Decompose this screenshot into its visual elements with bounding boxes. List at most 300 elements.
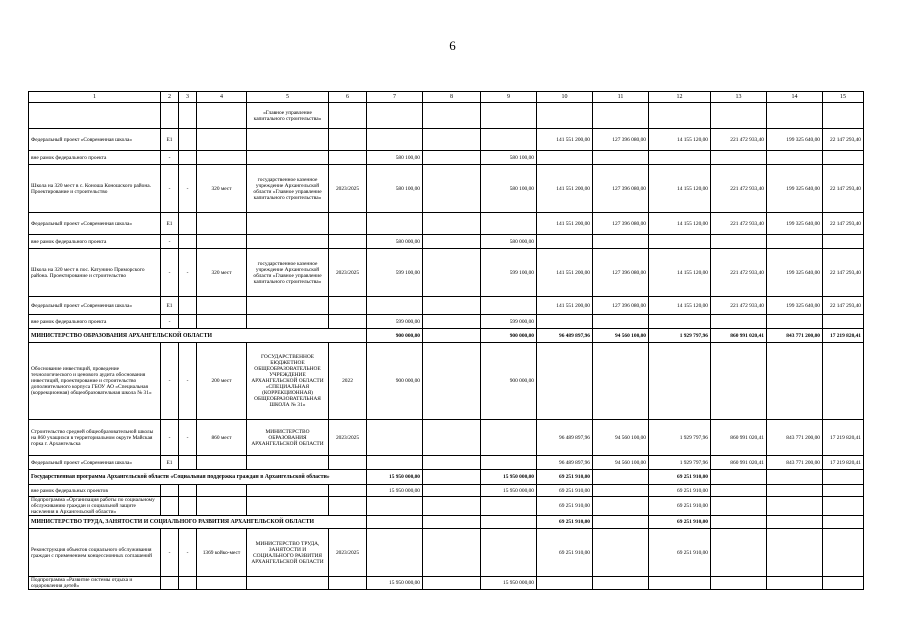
cell-c11: 94 560 100,00 xyxy=(593,420,649,456)
cell-c4 xyxy=(197,103,247,129)
cell-c2: - xyxy=(161,165,179,213)
cell-c11 xyxy=(593,485,649,497)
cell-c6 xyxy=(329,297,367,315)
cell-c9 xyxy=(481,456,537,470)
cell-c8 xyxy=(423,470,481,485)
cell-c11 xyxy=(593,235,649,249)
col-header: 1 xyxy=(29,92,161,103)
cell-c8 xyxy=(423,516,481,529)
cell-c13: 860 991 020,41 xyxy=(711,456,767,470)
cell-c13: 221 472 933,40 xyxy=(711,165,767,213)
cell-c5 xyxy=(247,577,329,590)
table-row xyxy=(29,103,864,129)
cell-c12: 1 929 797,96 xyxy=(649,420,711,456)
cell-c1: Реконструкция объектов социального обслуживания граждан с применением концессионных соглашений xyxy=(29,529,161,577)
header-row xyxy=(29,92,864,103)
cell-c1: вне рамок федеральных проектов xyxy=(29,485,161,497)
cell-c6 xyxy=(329,577,367,590)
cell-c8 xyxy=(423,577,481,590)
cell-c13: 221 472 933,40 xyxy=(711,249,767,297)
cell-c15: 17 219 820,41 xyxy=(823,329,864,343)
cell-c14 xyxy=(767,529,823,577)
section-title: Государственная программа Архангельской области «Социальная поддержка граждан в Архангельской области» xyxy=(29,470,367,485)
cell-c14 xyxy=(767,343,823,420)
table-row xyxy=(29,577,864,590)
cell-c12: 14 155 120,00 xyxy=(649,213,711,235)
cell-c6: 2022 xyxy=(329,343,367,420)
cell-c15: 17 219 820,41 xyxy=(823,420,864,456)
cell-c11: 127 396 080,00 xyxy=(593,297,649,315)
cell-c11: 94 560 100,00 xyxy=(593,329,649,343)
cell-c10: 96 489 897,96 xyxy=(537,329,593,343)
cell-c3: - xyxy=(179,249,197,297)
cell-c15: 22 147 293,40 xyxy=(823,249,864,297)
cell-c3 xyxy=(179,151,197,165)
cell-c8 xyxy=(423,420,481,456)
cell-c9: 900 000,00 xyxy=(481,329,537,343)
cell-c9: 580 000,00 xyxy=(481,235,537,249)
col-header: 7 xyxy=(367,92,423,103)
cell-c1: вне рамок федерального проекта xyxy=(29,315,161,329)
cell-c4 xyxy=(197,213,247,235)
cell-c10: 141 551 200,00 xyxy=(537,297,593,315)
cell-c5 xyxy=(247,235,329,249)
cell-c12: 14 155 120,00 xyxy=(649,165,711,213)
cell-c12: 1 929 797,96 xyxy=(649,456,711,470)
cell-c9: 15 950 000,00 xyxy=(481,470,537,485)
cell-c9 xyxy=(481,497,537,516)
cell-c1: Федеральный проект «Современная школа» xyxy=(29,297,161,315)
cell-c14 xyxy=(767,470,823,485)
table-row xyxy=(29,129,864,151)
cell-c7: 599 000,00 xyxy=(367,315,423,329)
col-header: 12 xyxy=(649,92,711,103)
section-row xyxy=(29,470,864,485)
cell-c12 xyxy=(649,315,711,329)
budget-table xyxy=(28,91,864,590)
cell-c5 xyxy=(247,213,329,235)
cell-c10: 96 489 897,96 xyxy=(537,456,593,470)
cell-c15: 22 147 293,40 xyxy=(823,213,864,235)
cell-c3 xyxy=(179,497,197,516)
cell-c7 xyxy=(367,420,423,456)
cell-c15 xyxy=(823,497,864,516)
col-header: 9 xyxy=(481,92,537,103)
cell-c7: 599 100,00 xyxy=(367,249,423,297)
cell-c7 xyxy=(367,516,423,529)
cell-c5: МИНИСТЕРСТВО ТРУДА, ЗАНЯТОСТИ И СОЦИАЛЬНОГО РАЗВИТИЯ АРХАНГЕЛЬСКОЙ ОБЛАСТИ xyxy=(247,529,329,577)
cell-c14: 843 771 200,00 xyxy=(767,329,823,343)
cell-c12 xyxy=(649,151,711,165)
cell-c7 xyxy=(367,129,423,151)
cell-c2: Е1 xyxy=(161,213,179,235)
cell-c11 xyxy=(593,315,649,329)
cell-c14: 199 325 640,00 xyxy=(767,165,823,213)
cell-c8 xyxy=(423,235,481,249)
cell-c15 xyxy=(823,516,864,529)
cell-c9 xyxy=(481,103,537,129)
cell-c10: 141 551 200,00 xyxy=(537,165,593,213)
cell-c10 xyxy=(537,577,593,590)
table-row xyxy=(29,151,864,165)
cell-c13 xyxy=(711,151,767,165)
cell-c3: - xyxy=(179,343,197,420)
col-header: 13 xyxy=(711,92,767,103)
cell-c7 xyxy=(367,456,423,470)
cell-c14 xyxy=(767,577,823,590)
cell-c4 xyxy=(197,235,247,249)
cell-c8 xyxy=(423,485,481,497)
cell-c6 xyxy=(329,129,367,151)
cell-c2: Е1 xyxy=(161,297,179,315)
cell-c9: 580 100,00 xyxy=(481,165,537,213)
cell-c11: 127 396 080,00 xyxy=(593,213,649,235)
cell-c13: 860 991 020,41 xyxy=(711,420,767,456)
cell-c4 xyxy=(197,577,247,590)
cell-c13: 221 472 933,40 xyxy=(711,129,767,151)
col-header: 2 xyxy=(161,92,179,103)
cell-c14: 199 325 640,00 xyxy=(767,249,823,297)
cell-c6 xyxy=(329,315,367,329)
cell-c13 xyxy=(711,343,767,420)
cell-c1: Строительство средней общеобразовательной школы на 860 учащихся в территориальном округе Майская горка г. Архангельска xyxy=(29,420,161,456)
cell-c14: 199 325 640,00 xyxy=(767,297,823,315)
cell-c15: 22 147 293,40 xyxy=(823,165,864,213)
cell-c9: 15 950 000,00 xyxy=(481,577,537,590)
col-header: 5 xyxy=(247,92,329,103)
cell-c11 xyxy=(593,343,649,420)
cell-c15 xyxy=(823,485,864,497)
cell-c3 xyxy=(179,235,197,249)
cell-c6 xyxy=(329,151,367,165)
cell-c11 xyxy=(593,516,649,529)
cell-c15 xyxy=(823,343,864,420)
cell-c3 xyxy=(179,485,197,497)
cell-c10 xyxy=(537,315,593,329)
cell-c11 xyxy=(593,497,649,516)
cell-c9 xyxy=(481,297,537,315)
cell-c6 xyxy=(329,497,367,516)
cell-c1 xyxy=(29,103,161,129)
cell-c4: 200 мест xyxy=(197,343,247,420)
cell-c3: - xyxy=(179,165,197,213)
cell-c10: 69 251 910,00 xyxy=(537,485,593,497)
table-row xyxy=(29,420,864,456)
cell-c14 xyxy=(767,485,823,497)
cell-c7: 900 000,00 xyxy=(367,329,423,343)
cell-c6: 2023/2025 xyxy=(329,420,367,456)
cell-c7: 15 950 000,00 xyxy=(367,470,423,485)
cell-c5 xyxy=(247,151,329,165)
cell-c14 xyxy=(767,151,823,165)
cell-c6: 2023/2025 xyxy=(329,165,367,213)
cell-c1: Обоснование инвестиций, проведение технологического и ценового аудита обоснования инвестиций, проектирование и строительство дополнительного корпуса ГБОУ АО «Специальная (коррекционная) общеобразовательная школа № 31» xyxy=(29,343,161,420)
cell-c3 xyxy=(179,456,197,470)
cell-c5 xyxy=(247,497,329,516)
cell-c2: - xyxy=(161,343,179,420)
cell-c6: 2023/2025 xyxy=(329,529,367,577)
cell-c4: 860 мест xyxy=(197,420,247,456)
cell-c7 xyxy=(367,213,423,235)
cell-c4 xyxy=(197,485,247,497)
cell-c8 xyxy=(423,497,481,516)
cell-c11 xyxy=(593,103,649,129)
cell-c11 xyxy=(593,529,649,577)
cell-c11 xyxy=(593,577,649,590)
cell-c9: 599 000,00 xyxy=(481,315,537,329)
cell-c12: 69 251 910,00 xyxy=(649,470,711,485)
cell-c12: 14 155 120,00 xyxy=(649,297,711,315)
cell-c7 xyxy=(367,297,423,315)
cell-c3: - xyxy=(179,529,197,577)
cell-c7: 15 950 000,00 xyxy=(367,577,423,590)
section-row xyxy=(29,516,864,529)
cell-c3 xyxy=(179,213,197,235)
cell-c9: 599 100,00 xyxy=(481,249,537,297)
cell-c6 xyxy=(329,103,367,129)
cell-c8 xyxy=(423,165,481,213)
cell-c15 xyxy=(823,151,864,165)
cell-c5 xyxy=(247,129,329,151)
cell-c10: 141 551 200,00 xyxy=(537,129,593,151)
cell-c15 xyxy=(823,529,864,577)
cell-c13 xyxy=(711,315,767,329)
cell-c10 xyxy=(537,103,593,129)
cell-c6 xyxy=(329,213,367,235)
cell-c5: ГОСУДАРСТВЕННОЕ БЮДЖЕТНОЕ ОБЩЕОБРАЗОВАТЕЛЬНОЕ УЧРЕЖДЕНИЕ АРХАНГЕЛЬСКОЙ ОБЛАСТИ «СПЕЦИАЛЬНАЯ (КОРРЕКЦИОННАЯ) ОБЩЕОБРАЗОВАТЕЛЬНАЯ ШКОЛА № 31» xyxy=(247,343,329,420)
cell-c12: 69 251 910,00 xyxy=(649,529,711,577)
cell-c3 xyxy=(179,297,197,315)
cell-c4 xyxy=(197,129,247,151)
cell-c12 xyxy=(649,577,711,590)
table-row xyxy=(29,497,864,516)
cell-c5 xyxy=(247,297,329,315)
col-header: 14 xyxy=(767,92,823,103)
cell-c10: 69 251 910,00 xyxy=(537,529,593,577)
section-title: МИНИСТЕРСТВО ОБРАЗОВАНИЯ АРХАНГЕЛЬСКОЙ ОБЛАСТИ xyxy=(29,329,367,343)
cell-c7: 900 000,00 xyxy=(367,343,423,420)
cell-c3 xyxy=(179,315,197,329)
col-header: 3 xyxy=(179,92,197,103)
cell-c4 xyxy=(197,497,247,516)
table-row xyxy=(29,235,864,249)
cell-c11 xyxy=(593,470,649,485)
cell-c8 xyxy=(423,456,481,470)
cell-c8 xyxy=(423,249,481,297)
cell-c5: государственное казенное учреждение Архангельской области «Главное управление капитального строительства» xyxy=(247,165,329,213)
cell-c11: 127 396 080,00 xyxy=(593,129,649,151)
cell-c4 xyxy=(197,456,247,470)
cell-c6 xyxy=(329,235,367,249)
cell-c10 xyxy=(537,235,593,249)
table-row xyxy=(29,213,864,235)
cell-c15: 17 219 820,41 xyxy=(823,456,864,470)
cell-c2 xyxy=(161,577,179,590)
cell-c5: МИНИСТЕРСТВО ОБРАЗОВАНИЯ АРХАНГЕЛЬСКОЙ ОБЛАСТИ xyxy=(247,420,329,456)
cell-c9 xyxy=(481,213,537,235)
cell-c14 xyxy=(767,516,823,529)
cell-c10 xyxy=(537,151,593,165)
cell-c2 xyxy=(161,103,179,129)
cell-c2: - xyxy=(161,529,179,577)
cell-c8 xyxy=(423,329,481,343)
cell-c15 xyxy=(823,577,864,590)
cell-c9: 580 100,00 xyxy=(481,151,537,165)
cell-c12: 69 251 910,00 xyxy=(649,497,711,516)
table-row xyxy=(29,456,864,470)
cell-c12: 69 251 910,00 xyxy=(649,516,711,529)
cell-c10: 141 551 200,00 xyxy=(537,213,593,235)
page-number: 6 xyxy=(449,38,456,53)
cell-c11: 94 560 100,00 xyxy=(593,456,649,470)
cell-c1: Федеральный проект «Современная школа» xyxy=(29,129,161,151)
cell-c8 xyxy=(423,151,481,165)
cell-c13: 860 991 020,41 xyxy=(711,329,767,343)
cell-c7 xyxy=(367,529,423,577)
col-header: 4 xyxy=(197,92,247,103)
cell-c6: 2023/2025 xyxy=(329,249,367,297)
cell-c8 xyxy=(423,129,481,151)
cell-c12 xyxy=(649,103,711,129)
cell-c13 xyxy=(711,497,767,516)
table-row xyxy=(29,249,864,297)
cell-c7: 580 100,00 xyxy=(367,151,423,165)
cell-c13: 221 472 933,40 xyxy=(711,213,767,235)
col-header: 15 xyxy=(823,92,864,103)
table-row xyxy=(29,343,864,420)
cell-c8 xyxy=(423,103,481,129)
cell-c14 xyxy=(767,103,823,129)
cell-c7 xyxy=(367,103,423,129)
cell-c11 xyxy=(593,151,649,165)
cell-c5: государственное казенное учреждение Архангельской области «Главное управление капитального строительства» xyxy=(247,249,329,297)
cell-c14: 199 325 640,00 xyxy=(767,213,823,235)
cell-c15 xyxy=(823,103,864,129)
cell-c1: Школа на 320 мест в пос. Катунино Приморского района. Проектирование и строительство xyxy=(29,249,161,297)
cell-c2: - xyxy=(161,235,179,249)
table-row xyxy=(29,297,864,315)
col-header: 6 xyxy=(329,92,367,103)
cell-c13 xyxy=(711,470,767,485)
cell-c8 xyxy=(423,343,481,420)
cell-c15 xyxy=(823,470,864,485)
cell-c13: 221 472 933,40 xyxy=(711,297,767,315)
cell-c9 xyxy=(481,420,537,456)
cell-c8 xyxy=(423,213,481,235)
col-header: 10 xyxy=(537,92,593,103)
cell-c12: 69 251 910,00 xyxy=(649,485,711,497)
cell-c12: 1 929 797,96 xyxy=(649,329,711,343)
cell-c9: 15 950 000,00 xyxy=(481,485,537,497)
cell-c9: 900 000,00 xyxy=(481,343,537,420)
cell-c5 xyxy=(247,456,329,470)
cell-c3 xyxy=(179,103,197,129)
cell-c13 xyxy=(711,516,767,529)
cell-c2: Е1 xyxy=(161,129,179,151)
cell-c1: Подпрограмма «Развитие системы отдыха и оздоровления детей» xyxy=(29,577,161,590)
cell-c1: вне рамок федерального проекта xyxy=(29,151,161,165)
section-title: МИНИСТЕРСТВО ТРУДА, ЗАНЯТОСТИ И СОЦИАЛЬНОГО РАЗВИТИЯ АРХАНГЕЛЬСКОЙ ОБЛАСТИ xyxy=(29,516,367,529)
table-row xyxy=(29,529,864,577)
cell-c5 xyxy=(247,485,329,497)
cell-c7 xyxy=(367,497,423,516)
cell-c9 xyxy=(481,129,537,151)
cell-c12: 14 155 120,00 xyxy=(649,129,711,151)
cell-c4: 320 мест xyxy=(197,165,247,213)
cell-c13 xyxy=(711,103,767,129)
cell-c15 xyxy=(823,315,864,329)
cell-c13 xyxy=(711,485,767,497)
cell-c8 xyxy=(423,297,481,315)
cell-c14 xyxy=(767,497,823,516)
cell-c15: 22 147 293,40 xyxy=(823,297,864,315)
cell-c3: - xyxy=(179,420,197,456)
cell-c1: Федеральный проект «Современная школа» xyxy=(29,213,161,235)
table-row xyxy=(29,165,864,213)
cell-c6 xyxy=(329,456,367,470)
cell-c3 xyxy=(179,577,197,590)
cell-c15 xyxy=(823,235,864,249)
cell-c13 xyxy=(711,529,767,577)
cell-c13 xyxy=(711,235,767,249)
cell-c13 xyxy=(711,577,767,590)
cell-c1: Федеральный проект «Современная школа» xyxy=(29,456,161,470)
table-row xyxy=(29,315,864,329)
cell-c9 xyxy=(481,529,537,577)
cell-c1: вне рамок федерального проекта xyxy=(29,235,161,249)
cell-c2 xyxy=(161,485,179,497)
cell-c3 xyxy=(179,129,197,151)
cell-c2: - xyxy=(161,249,179,297)
cell-c1: Подпрограмма «Организация работы по социальному обслуживанию граждан и социальной защите населения в Архангельской области» xyxy=(29,497,161,516)
cell-c4: 1369 койко-мест xyxy=(197,529,247,577)
cell-c9 xyxy=(481,516,537,529)
cell-c2: - xyxy=(161,420,179,456)
cell-c5: «Главное управление капитального строительства» xyxy=(247,103,329,129)
table-row xyxy=(29,485,864,497)
cell-c8 xyxy=(423,529,481,577)
cell-c6 xyxy=(329,485,367,497)
cell-c2: Е1 xyxy=(161,456,179,470)
cell-c1: Школа на 320 мест в с. Коноша Коношского района. Проектирование и строительство xyxy=(29,165,161,213)
cell-c2: - xyxy=(161,151,179,165)
section-row xyxy=(29,329,864,343)
cell-c10: 69 251 910,00 xyxy=(537,497,593,516)
cell-c10: 69 251 910,00 xyxy=(537,470,593,485)
cell-c14: 843 771 200,00 xyxy=(767,420,823,456)
col-header: 11 xyxy=(593,92,649,103)
cell-c7: 580 100,00 xyxy=(367,165,423,213)
cell-c2: - xyxy=(161,315,179,329)
cell-c12 xyxy=(649,235,711,249)
col-header: 8 xyxy=(423,92,481,103)
cell-c11: 127 396 080,00 xyxy=(593,249,649,297)
cell-c7: 580 000,00 xyxy=(367,235,423,249)
cell-c2 xyxy=(161,497,179,516)
cell-c8 xyxy=(423,315,481,329)
cell-c4 xyxy=(197,151,247,165)
cell-c11: 127 396 080,00 xyxy=(593,165,649,213)
cell-c10 xyxy=(537,343,593,420)
cell-c10: 69 251 910,00 xyxy=(537,516,593,529)
cell-c14: 199 325 640,00 xyxy=(767,129,823,151)
cell-c14 xyxy=(767,315,823,329)
cell-c14 xyxy=(767,235,823,249)
cell-c4 xyxy=(197,315,247,329)
cell-c4: 320 мест xyxy=(197,249,247,297)
cell-c10: 141 551 200,00 xyxy=(537,249,593,297)
cell-c12 xyxy=(649,343,711,420)
